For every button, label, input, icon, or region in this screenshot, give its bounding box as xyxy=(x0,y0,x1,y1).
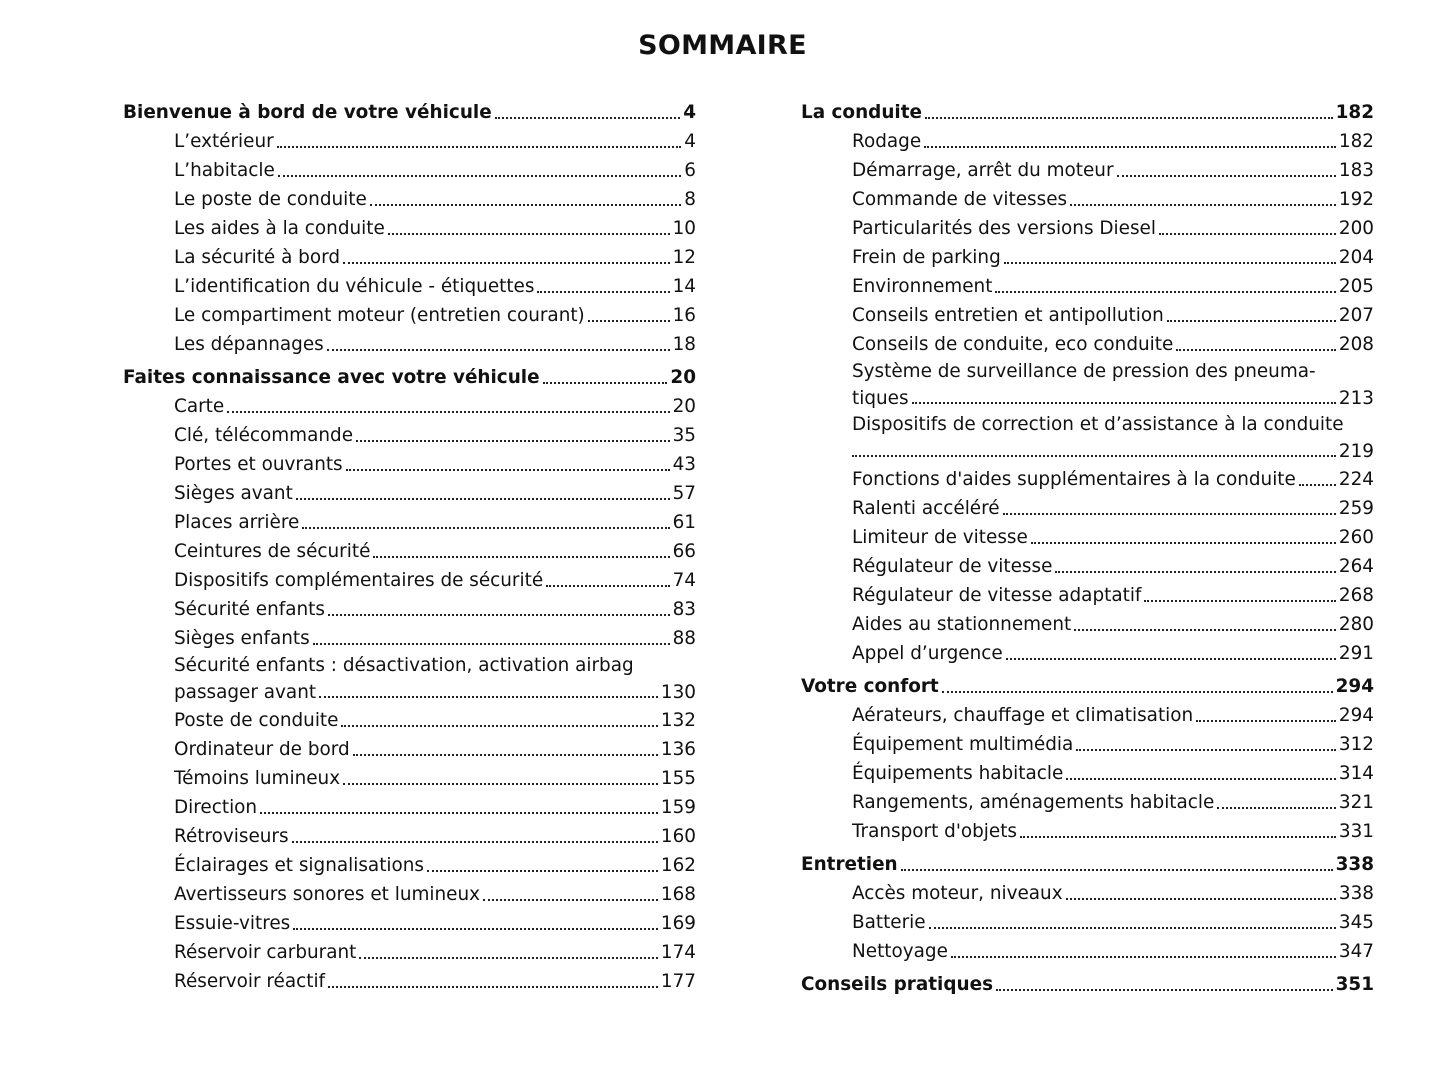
entry-title: Appel d’urgence xyxy=(852,643,1003,664)
toc-section xyxy=(123,98,696,359)
entry-title: Le compartiment moteur (entretien courant) xyxy=(174,305,585,326)
entry-page-number: 162 xyxy=(660,855,696,876)
entry-page-number: 88 xyxy=(672,628,696,649)
entry-title: Essuie-vitres xyxy=(174,913,291,934)
toc-entry[interactable] xyxy=(801,494,1374,523)
toc-entry[interactable] xyxy=(801,214,1374,243)
dot-leader xyxy=(912,402,1336,404)
toc-chapter-entry[interactable] xyxy=(801,970,1374,999)
toc-entry[interactable] xyxy=(123,566,696,595)
entry-title: Sécurité enfants xyxy=(174,599,325,620)
dot-leader xyxy=(319,696,658,698)
toc-entry[interactable] xyxy=(801,610,1374,639)
entry-page-number: 16 xyxy=(672,305,696,326)
dot-leader xyxy=(1167,320,1336,322)
toc-entry[interactable] xyxy=(801,730,1374,759)
chapter-page-number: 294 xyxy=(1335,676,1374,697)
entry-title: Équipements habitacle xyxy=(852,763,1064,784)
chapter-page-number: 338 xyxy=(1335,854,1374,875)
entry-page-number: 18 xyxy=(672,334,696,355)
entry-page-number: 345 xyxy=(1338,912,1374,933)
dot-leader xyxy=(546,585,669,587)
entry-title: L’extérieur xyxy=(174,131,274,152)
entry-title: Nettoyage xyxy=(852,941,948,962)
toc-entry[interactable] xyxy=(123,272,696,301)
dot-leader xyxy=(1117,175,1336,177)
dot-leader xyxy=(1055,571,1335,573)
toc-entry[interactable] xyxy=(801,552,1374,581)
toc-entry[interactable] xyxy=(801,639,1374,668)
entry-page-number: 182 xyxy=(1338,131,1374,152)
entry-page-number: 259 xyxy=(1338,498,1374,519)
entry-page-number: 155 xyxy=(660,768,696,789)
dot-leader xyxy=(483,899,658,901)
entry-page-number: 130 xyxy=(660,681,696,703)
dot-leader xyxy=(313,643,670,645)
dot-leader xyxy=(327,349,670,351)
entry-title: L’habitacle xyxy=(174,160,275,181)
dot-leader xyxy=(588,320,670,322)
dot-leader xyxy=(346,469,670,471)
toc-entry[interactable] xyxy=(801,701,1374,730)
dot-leader xyxy=(995,291,1335,293)
dot-leader xyxy=(359,957,658,959)
toc-entry[interactable] xyxy=(801,937,1374,966)
entry-title-line1: Dispositifs de correction et d’assistance à la conduite xyxy=(852,414,1344,435)
dot-leader xyxy=(302,527,669,529)
toc-entry[interactable] xyxy=(801,788,1374,817)
toc-chapter-entry[interactable] xyxy=(801,672,1374,701)
dot-leader xyxy=(356,440,670,442)
toc-entry[interactable] xyxy=(123,214,696,243)
chapter-page-number: 20 xyxy=(670,367,696,388)
dot-leader xyxy=(427,870,658,872)
toc-entry[interactable] xyxy=(123,156,696,185)
dot-leader xyxy=(388,233,670,235)
entry-title: L’identification du véhicule - étiquettes xyxy=(174,276,535,297)
entry-page-number: 219 xyxy=(1338,440,1374,462)
entry-page-number: 35 xyxy=(672,425,696,446)
dot-leader xyxy=(1076,749,1336,751)
entry-page-number: 20 xyxy=(672,396,696,417)
dot-leader xyxy=(277,146,682,148)
entry-title: Aérateurs, chauffage et climatisation xyxy=(852,705,1194,726)
entry-page-number: 57 xyxy=(672,483,696,504)
toc-entry[interactable] xyxy=(801,243,1374,272)
dot-leader xyxy=(1074,629,1336,631)
toc-entry[interactable] xyxy=(123,880,696,909)
entry-title: Particularités des versions Diesel xyxy=(852,218,1156,239)
dot-leader xyxy=(951,956,1336,958)
entry-title: La sécurité à bord xyxy=(174,247,341,268)
entry-page-number: 208 xyxy=(1338,334,1374,355)
dot-leader xyxy=(343,262,670,264)
dot-leader xyxy=(341,725,657,727)
toc-entry[interactable] xyxy=(801,127,1374,156)
entry-title: Commande de vitesses xyxy=(852,189,1068,210)
entry-page-number: 8 xyxy=(684,189,696,210)
toc-entry[interactable] xyxy=(123,301,696,330)
toc-entry[interactable] xyxy=(123,392,696,421)
entry-page-number: 347 xyxy=(1338,941,1374,962)
toc-chapter-entry[interactable] xyxy=(123,98,696,127)
dot-leader xyxy=(1144,600,1335,602)
dot-leader xyxy=(1196,720,1336,722)
entry-page-number: 312 xyxy=(1338,734,1374,755)
entry-title: tiques xyxy=(852,387,909,409)
entry-title: Frein de parking xyxy=(852,247,1001,268)
toc-section xyxy=(801,970,1374,999)
toc-entry[interactable] xyxy=(123,764,696,793)
entry-page-number: 132 xyxy=(660,710,696,731)
entry-title: Limiteur de vitesse xyxy=(852,527,1028,548)
dot-leader xyxy=(1020,836,1336,838)
toc-entry[interactable] xyxy=(801,817,1374,846)
toc-entry[interactable] xyxy=(801,272,1374,301)
chapter-title: La conduite xyxy=(801,102,922,123)
entry-page-number: 291 xyxy=(1338,643,1374,664)
toc-section xyxy=(801,98,1374,668)
toc-entry[interactable] xyxy=(801,359,1374,412)
entry-page-number: 174 xyxy=(660,942,696,963)
dot-leader xyxy=(370,204,682,206)
toc-entry[interactable] xyxy=(123,127,696,156)
entry-title: Dispositifs complémentaires de sécurité xyxy=(174,570,544,591)
dot-leader xyxy=(1159,233,1336,235)
dot-leader xyxy=(353,754,658,756)
entry-page-number: 136 xyxy=(660,739,696,760)
entry-title-line1: Système de surveillance de pression des pneuma- xyxy=(852,361,1316,382)
entry-title: Avertisseurs sonores et lumineux xyxy=(174,884,481,905)
entry-page-number: 268 xyxy=(1338,585,1374,606)
entry-page-number: 43 xyxy=(672,454,696,475)
toc-entry[interactable] xyxy=(123,967,696,996)
toc-entry[interactable] xyxy=(123,508,696,537)
chapter-page-number: 351 xyxy=(1335,974,1374,995)
entry-title: Accès moteur, niveaux xyxy=(852,883,1063,904)
dot-leader xyxy=(328,986,658,988)
toc-entry[interactable] xyxy=(123,595,696,624)
dot-leader xyxy=(925,117,1333,119)
entry-title: Ceintures de sécurité xyxy=(174,541,371,562)
dot-leader xyxy=(373,556,669,558)
dot-leader xyxy=(1299,484,1336,486)
entry-title: Conseils entretien et antipollution xyxy=(852,305,1164,326)
entry-page-number: 331 xyxy=(1338,821,1374,842)
dot-leader xyxy=(495,117,681,119)
entry-title: Réservoir carburant xyxy=(174,942,357,963)
dot-leader xyxy=(292,841,658,843)
entry-title: Ordinateur de bord xyxy=(174,739,350,760)
dot-leader xyxy=(1066,778,1336,780)
dot-leader xyxy=(296,498,670,500)
dot-leader xyxy=(1066,898,1336,900)
entry-page-number: 207 xyxy=(1338,305,1374,326)
entry-title-line1: Sécurité enfants : désactivation, activation airbag xyxy=(174,655,634,676)
entry-title: Équipement multimédia xyxy=(852,734,1074,755)
dot-leader xyxy=(1070,204,1336,206)
dot-leader xyxy=(328,614,670,616)
dot-leader xyxy=(852,455,1336,457)
toc-column-right xyxy=(801,98,1374,1003)
entry-page-number: 264 xyxy=(1338,556,1374,577)
toc-entry[interactable] xyxy=(123,421,696,450)
toc-entry[interactable] xyxy=(801,412,1374,465)
entry-page-number: 177 xyxy=(660,971,696,992)
entry-title: Régulateur de vitesse adaptatif xyxy=(852,585,1142,606)
entry-page-number: 314 xyxy=(1338,763,1374,784)
dot-leader xyxy=(343,783,658,785)
entry-page-number: 224 xyxy=(1338,469,1374,490)
chapter-title: Entretien xyxy=(801,854,898,875)
entry-title: Démarrage, arrêt du moteur xyxy=(852,160,1114,181)
toc-entry[interactable] xyxy=(123,479,696,508)
toc-entry[interactable] xyxy=(123,450,696,479)
entry-title: Sièges avant xyxy=(174,483,293,504)
entry-page-number: 183 xyxy=(1338,160,1374,181)
toc-entry[interactable] xyxy=(123,735,696,764)
toc-entry[interactable] xyxy=(123,706,696,735)
dot-leader xyxy=(1006,658,1336,660)
entry-title: Fonctions d'aides supplémentaires à la conduite xyxy=(852,469,1296,490)
toc-entry[interactable] xyxy=(123,624,696,653)
entry-page-number: 159 xyxy=(660,797,696,818)
entry-title: Clé, télécommande xyxy=(174,425,354,446)
entry-title: Le poste de conduite xyxy=(174,189,367,210)
entry-page-number: 4 xyxy=(684,131,696,152)
chapter-page-number: 4 xyxy=(683,102,696,123)
toc-entry[interactable] xyxy=(801,523,1374,552)
entry-title: Rétroviseurs xyxy=(174,826,289,847)
entry-title: Réservoir réactif xyxy=(174,971,326,992)
chapter-title: Votre confort xyxy=(801,676,939,697)
entry-page-number: 66 xyxy=(672,541,696,562)
entry-page-number: 338 xyxy=(1338,883,1374,904)
dot-leader xyxy=(929,927,1336,929)
chapter-page-number: 182 xyxy=(1335,102,1374,123)
entry-title: Rodage xyxy=(852,131,922,152)
entry-title: passager avant xyxy=(174,681,317,703)
toc-entry[interactable] xyxy=(801,185,1374,214)
chapter-title: Faites connaissance avec votre véhicule xyxy=(123,367,540,388)
toc-entry[interactable] xyxy=(801,465,1374,494)
entry-page-number: 10 xyxy=(672,218,696,239)
entry-title: Carte xyxy=(174,396,225,417)
entry-page-number: 160 xyxy=(660,826,696,847)
entry-title: Sièges enfants xyxy=(174,628,310,649)
toc-chapter-entry[interactable] xyxy=(801,98,1374,127)
entry-title: Environnement xyxy=(852,276,993,297)
entry-page-number: 12 xyxy=(672,247,696,268)
dot-leader xyxy=(1176,349,1336,351)
toc-section xyxy=(801,672,1374,846)
toc-entry[interactable] xyxy=(801,301,1374,330)
toc-entry[interactable] xyxy=(801,759,1374,788)
entry-title: Rangements, aménagements habitacle xyxy=(852,792,1215,813)
entry-page-number: 321 xyxy=(1338,792,1374,813)
entry-page-number: 294 xyxy=(1338,705,1374,726)
toc-section xyxy=(123,363,696,996)
entry-page-number: 74 xyxy=(672,570,696,591)
toc-entry[interactable] xyxy=(123,185,696,214)
toc-entry[interactable] xyxy=(801,330,1374,359)
entry-page-number: 200 xyxy=(1338,218,1374,239)
entry-page-number: 280 xyxy=(1338,614,1374,635)
dot-leader xyxy=(942,691,1333,693)
toc-entry[interactable] xyxy=(123,330,696,359)
entry-page-number: 61 xyxy=(672,512,696,533)
entry-title: Batterie xyxy=(852,912,926,933)
dot-leader xyxy=(1217,807,1336,809)
entry-page-number: 213 xyxy=(1338,387,1374,409)
entry-page-number: 260 xyxy=(1338,527,1374,548)
dot-leader xyxy=(227,411,669,413)
toc-chapter-entry[interactable] xyxy=(801,850,1374,879)
dot-leader xyxy=(293,928,658,930)
toc-column-left xyxy=(123,98,696,1000)
entry-page-number: 83 xyxy=(672,599,696,620)
chapter-title: Conseils pratiques xyxy=(801,974,994,995)
entry-page-number: 169 xyxy=(660,913,696,934)
entry-title: Les dépannages xyxy=(174,334,324,355)
entry-page-number: 14 xyxy=(672,276,696,297)
dot-leader xyxy=(260,812,658,814)
entry-title: Éclairages et signalisations xyxy=(174,855,425,876)
entry-title: Régulateur de vitesse xyxy=(852,556,1053,577)
dot-leader xyxy=(537,291,669,293)
dot-leader xyxy=(924,146,1336,148)
entry-title: Conseils de conduite, eco conduite xyxy=(852,334,1174,355)
dot-leader xyxy=(996,989,1333,991)
toc-entry[interactable] xyxy=(123,793,696,822)
toc-entry[interactable] xyxy=(801,879,1374,908)
entry-title: Poste de conduite xyxy=(174,710,339,731)
entry-title: Aides au stationnement xyxy=(852,614,1072,635)
toc-entry[interactable] xyxy=(123,537,696,566)
page-title: SOMMAIRE xyxy=(638,30,807,61)
dot-leader xyxy=(1031,542,1336,544)
toc-entry[interactable] xyxy=(123,909,696,938)
entry-page-number: 6 xyxy=(684,160,696,181)
toc-entry[interactable] xyxy=(123,243,696,272)
dot-leader xyxy=(1003,513,1336,515)
dot-leader xyxy=(901,869,1333,871)
toc-section xyxy=(801,850,1374,966)
toc-chapter-entry[interactable] xyxy=(123,363,696,392)
toc-entry[interactable] xyxy=(123,653,696,706)
entry-title: Transport d'objets xyxy=(852,821,1018,842)
entry-title: Les aides à la conduite xyxy=(174,218,385,239)
entry-page-number: 168 xyxy=(660,884,696,905)
entry-title: Places arrière xyxy=(174,512,300,533)
entry-page-number: 192 xyxy=(1338,189,1374,210)
entry-title: Ralenti accéléré xyxy=(852,498,1000,519)
entry-title: Témoins lumineux xyxy=(174,768,341,789)
toc-entry[interactable] xyxy=(123,851,696,880)
entry-title: Direction xyxy=(174,797,258,818)
entry-page-number: 204 xyxy=(1338,247,1374,268)
toc-entry[interactable] xyxy=(801,908,1374,937)
toc-entry[interactable] xyxy=(123,822,696,851)
chapter-title: Bienvenue à bord de votre véhicule xyxy=(123,102,492,123)
entry-page-number: 205 xyxy=(1338,276,1374,297)
toc-entry[interactable] xyxy=(123,938,696,967)
entry-title: Portes et ouvrants xyxy=(174,454,343,475)
toc-entry[interactable] xyxy=(801,581,1374,610)
dot-leader xyxy=(543,382,668,384)
dot-leader xyxy=(278,175,681,177)
toc-entry[interactable] xyxy=(801,156,1374,185)
dot-leader xyxy=(1004,262,1336,264)
